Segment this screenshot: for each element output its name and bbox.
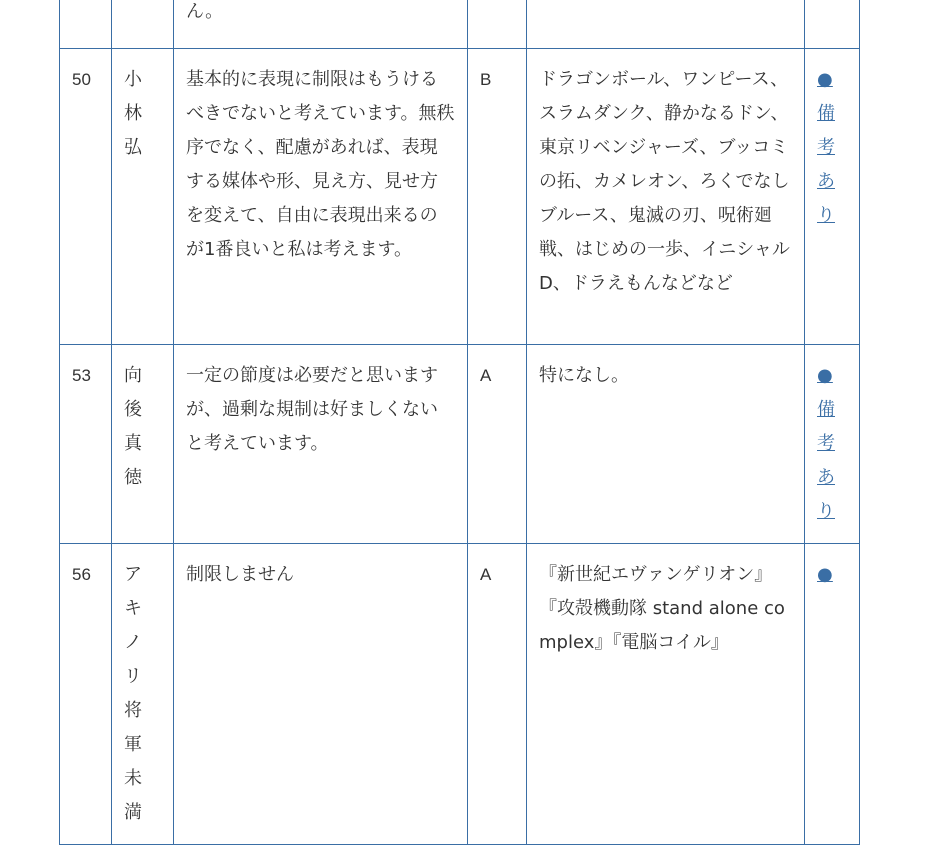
note-char: 備	[817, 399, 835, 420]
note-char: 備	[817, 103, 835, 124]
name-char: キ	[124, 598, 142, 619]
row-number: 53	[60, 345, 112, 544]
note-link[interactable]	[817, 359, 847, 529]
candidate-name	[112, 345, 174, 544]
name-char: 将	[124, 700, 142, 721]
note-cell	[805, 49, 860, 345]
name-char: ア	[124, 564, 142, 585]
table-row	[60, 544, 860, 845]
row-number: 56	[60, 544, 112, 845]
works-text: 『新世紀エヴァンゲリオン』『攻殻機動隊 stand alone complex』『電脳コイル』	[527, 544, 805, 845]
table-body	[60, 0, 860, 845]
note-cell	[805, 544, 860, 845]
name-char: 後	[124, 399, 142, 420]
works-text: ドラゴンボール、ワンピース、スラムダンク、静かなるドン、東京リベンジャーズ、ブッコミの拓、カメレオン、ろくでなしブルース、鬼滅の刃、呪術廻戦、はじめの一歩、イニシャルD、ドラえもんなどなど	[527, 49, 805, 345]
note-link[interactable]	[817, 63, 847, 233]
name-char: 軍	[124, 734, 142, 755]
note-char: あ	[817, 467, 835, 488]
row-number	[60, 0, 112, 49]
row-number: 50	[60, 49, 112, 345]
bullet-icon: ●	[817, 365, 833, 386]
rank-value: A	[468, 544, 527, 845]
note-link[interactable]	[817, 558, 847, 592]
candidate-name	[112, 544, 174, 845]
name-char: 真	[124, 433, 142, 454]
table-row	[60, 0, 860, 49]
note-cell	[805, 345, 860, 544]
name-char: 未	[124, 768, 142, 789]
name-char: 林	[124, 103, 142, 124]
candidate-name	[112, 49, 174, 345]
bullet-icon: ●	[817, 564, 833, 585]
rank-value: B	[468, 49, 527, 345]
name-char: リ	[124, 666, 142, 687]
name-char: ノ	[124, 632, 142, 653]
opinion-text: ん。	[174, 0, 468, 49]
rank-value	[468, 0, 527, 49]
table-row	[60, 49, 860, 345]
name-char: 向	[124, 365, 142, 386]
candidate-name	[112, 0, 174, 49]
note-char: り	[817, 205, 835, 226]
works-text	[527, 0, 805, 49]
opinion-text: 一定の節度は必要だと思いますが、過剰な規制は好ましくないと考えています。	[174, 345, 468, 544]
note-char: 考	[817, 433, 835, 454]
name-char: 小	[124, 69, 142, 90]
table-row	[60, 345, 860, 544]
bullet-icon: ●	[817, 69, 833, 90]
name-char: 徳	[124, 467, 142, 488]
opinion-text: 基本的に表現に制限はもうけるべきでないと考えています。無秩序でなく、配慮があれば、表現する媒体や形、見え方、見せ方を変えて、自由に表現出来るのが1番良いと私は考えます。	[174, 49, 468, 345]
works-text: 特になし。	[527, 345, 805, 544]
note-char: あ	[817, 171, 835, 192]
candidate-table	[59, 0, 860, 845]
note-char: 考	[817, 137, 835, 158]
rank-value: A	[468, 345, 527, 544]
opinion-text: 制限しません	[174, 544, 468, 845]
note-char: り	[817, 501, 835, 522]
name-char: 満	[124, 802, 142, 823]
note-cell	[805, 0, 860, 49]
name-char: 弘	[124, 137, 142, 158]
